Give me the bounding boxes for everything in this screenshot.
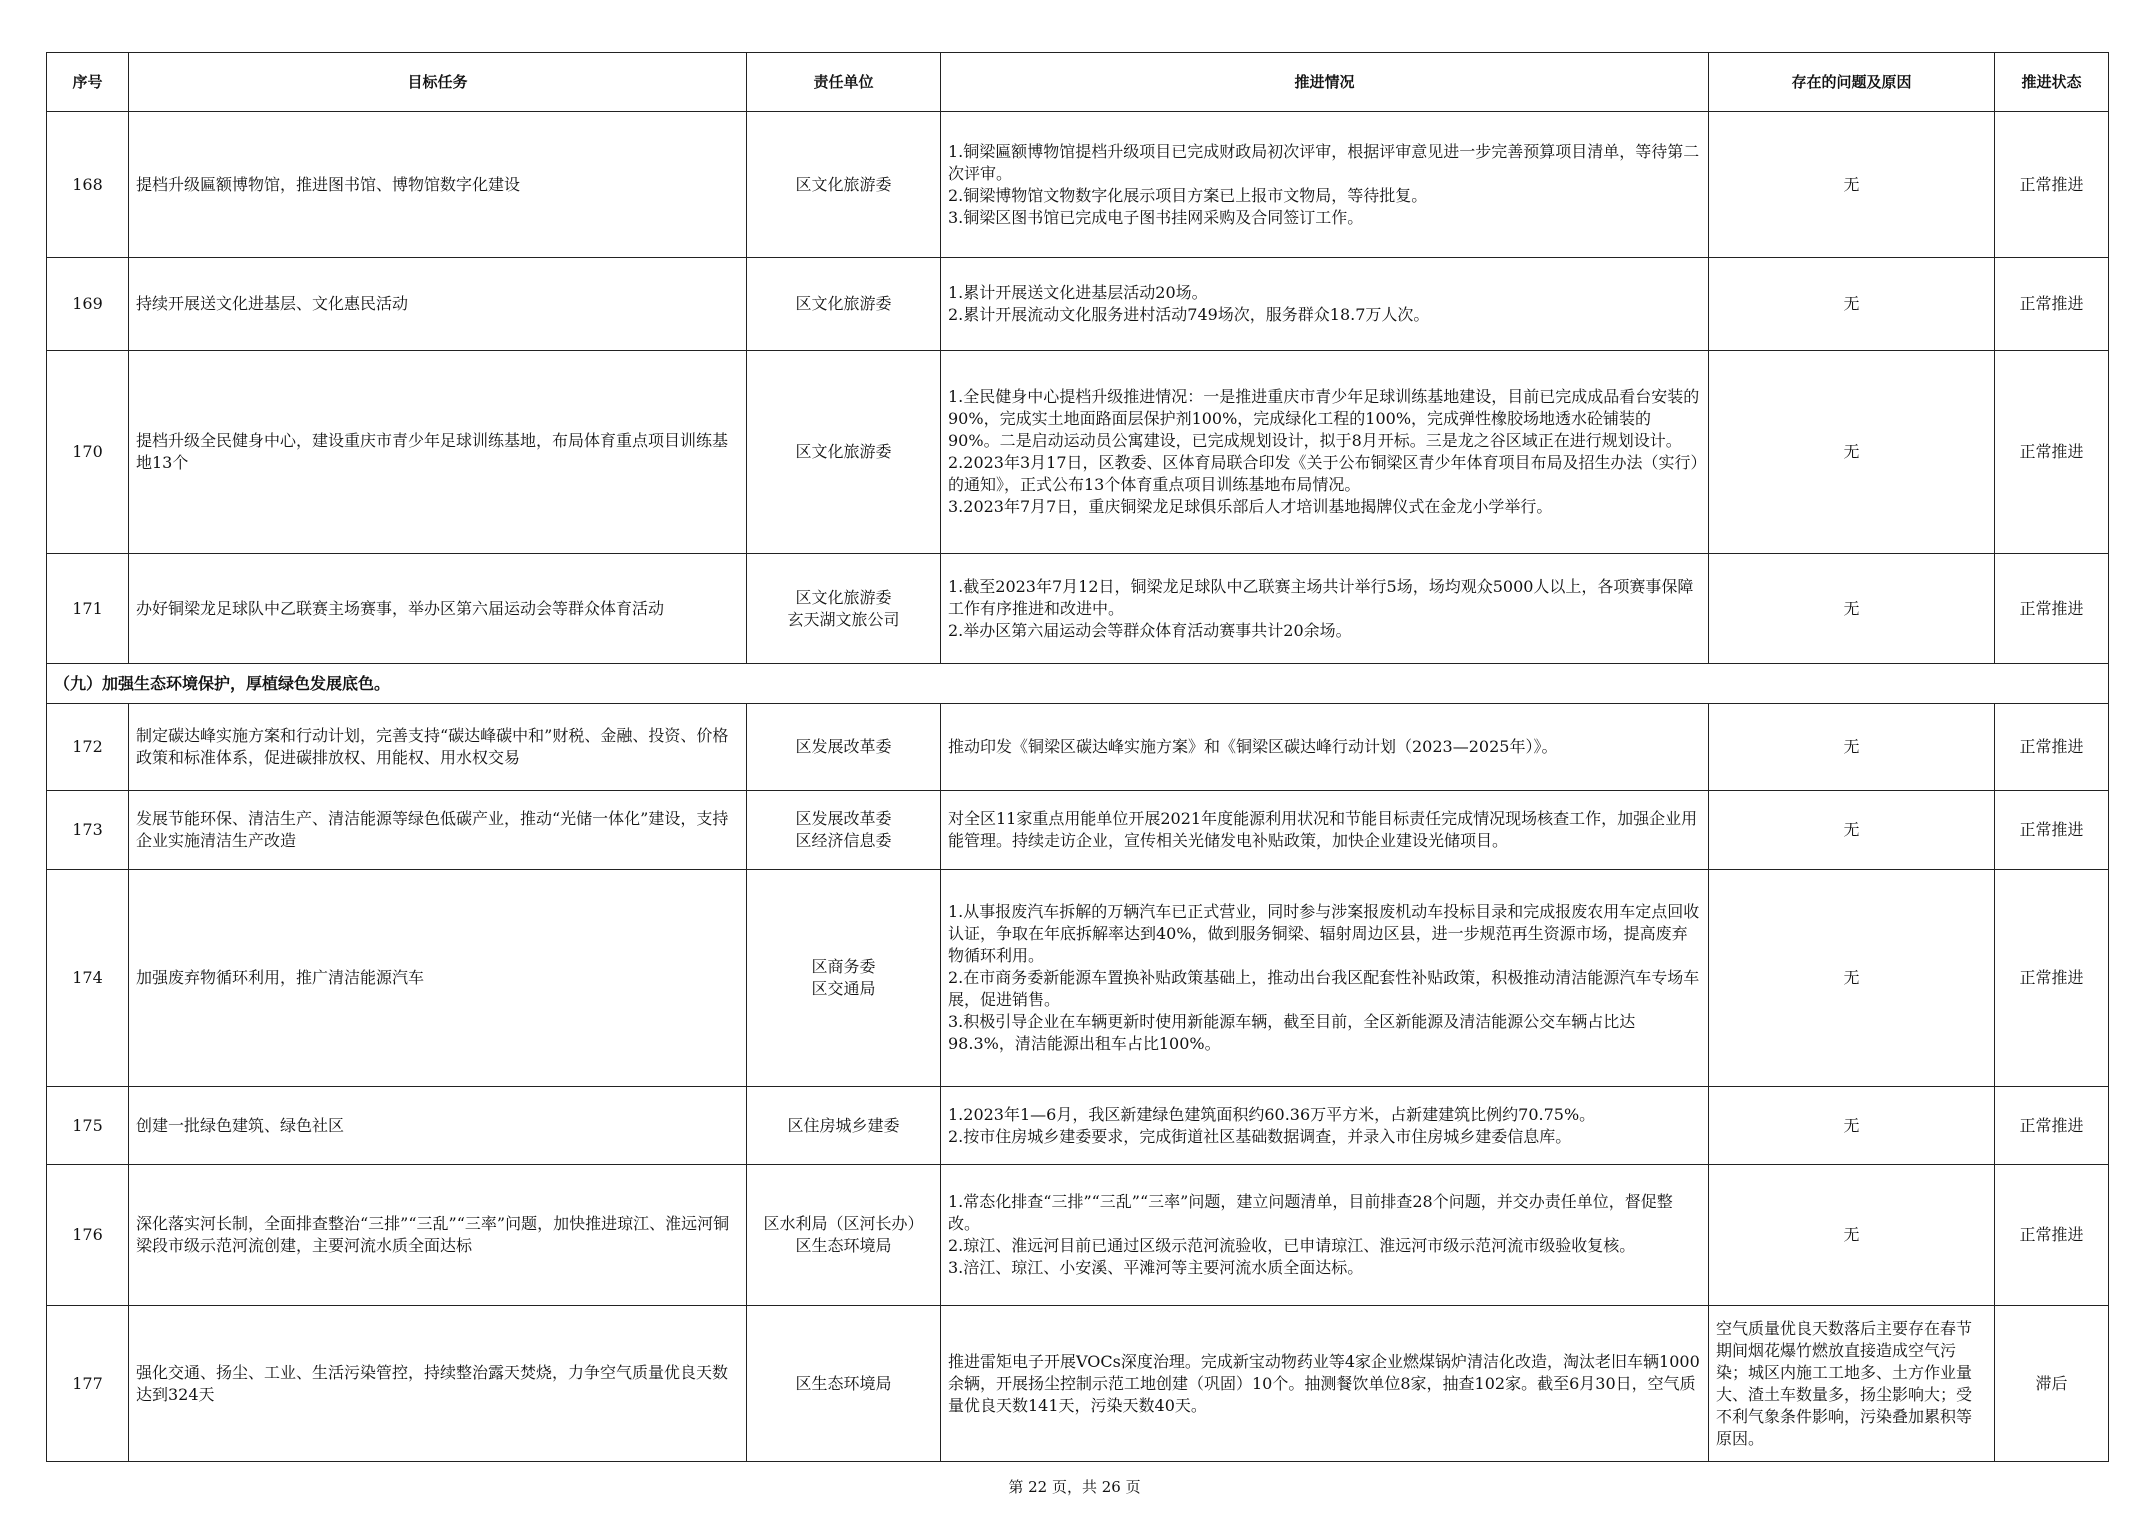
row-issue: 无: [1709, 112, 1995, 258]
row-serial: 169: [47, 258, 129, 351]
row-task: 提档升级全民健身中心，建设重庆市青少年足球训练基地，布局体育重点项目训练基地13个: [129, 351, 747, 554]
row-serial: 168: [47, 112, 129, 258]
row-progress: [941, 554, 1709, 664]
row-unit: [747, 258, 941, 351]
table-row: [47, 351, 2109, 554]
progress-line: 对全区11家重点用能单位开展2021年度能源利用状况和节能目标责任完成情况现场核查工作，加强企业用能管理。持续走访企业，宣传相关光储发电补贴政策，加快企业建设光储项目。: [948, 809, 1698, 850]
progress-line: 2.累计开展流动文化服务进村活动749场次，服务群众18.7万人次。: [948, 305, 1430, 324]
table-row: [47, 1306, 2109, 1462]
row-task: 持续开展送文化进基层、文化惠民活动: [129, 258, 747, 351]
progress-line: 1.常态化排查“三排”“三乱”“三率”问题，建立问题清单，目前排查28个问题，并交办责任单位，督促整改。: [948, 1192, 1673, 1233]
unit-line: 区发展改革委: [795, 737, 892, 756]
row-status: 正常推进: [1995, 258, 2109, 351]
row-unit: [747, 704, 941, 791]
progress-line: 3.2023年7月7日，重庆铜梁龙足球俱乐部后人才培训基地揭牌仪式在金龙小学举行。: [948, 497, 1553, 516]
row-progress: [941, 258, 1709, 351]
row-unit: [747, 351, 941, 554]
row-progress: [941, 791, 1709, 870]
row-status: 滞后: [1995, 1306, 2109, 1462]
row-unit: [747, 1087, 941, 1165]
progress-line: 1.累计开展送文化进基层活动20场。: [948, 283, 1208, 302]
row-serial: 172: [47, 704, 129, 791]
row-issue: 空气质量优良天数落后主要存在春节期间烟花爆竹燃放直接造成空气污染；城区内施工工地多、土方作业量大、渣土车数量多，扬尘影响大；受不利气象条件影响，污染叠加累积等原因。: [1709, 1306, 1995, 1462]
row-progress: [941, 112, 1709, 258]
unit-line: 区生态环境局: [795, 1236, 892, 1255]
unit-line: 区商务委: [811, 957, 876, 976]
row-status: 正常推进: [1995, 1087, 2109, 1165]
row-progress: [941, 870, 1709, 1087]
progress-line: 3.涪江、琼江、小安溪、平滩河等主要河流水质全面达标。: [948, 1258, 1364, 1277]
section-row: [47, 664, 2109, 704]
unit-line: 区经济信息委: [795, 831, 892, 850]
row-task: 提档升级匾额博物馆，推进图书馆、博物馆数字化建设: [129, 112, 747, 258]
row-task: 强化交通、扬尘、工业、生活污染管控，持续整治露天焚烧，力争空气质量优良天数达到324天: [129, 1306, 747, 1462]
row-issue: 无: [1709, 351, 1995, 554]
table-row: [47, 791, 2109, 870]
row-task: 创建一批绿色建筑、绿色社区: [129, 1087, 747, 1165]
row-unit: [747, 870, 941, 1087]
row-issue: 无: [1709, 1087, 1995, 1165]
row-status: 正常推进: [1995, 351, 2109, 554]
row-progress: [941, 351, 1709, 554]
unit-line: 区文化旅游委: [795, 587, 892, 607]
row-unit: [747, 112, 941, 258]
unit-line: 区文化旅游委: [795, 294, 892, 313]
progress-line: 1.2023年1—6月，我区新建绿色建筑面积约60.36万平方米，占新建建筑比例约70.75%。: [948, 1104, 1596, 1124]
row-serial: 177: [47, 1306, 129, 1462]
row-issue: 无: [1709, 791, 1995, 870]
header-issues: 存在的问题及原因: [1709, 53, 1995, 112]
row-issue: 无: [1709, 870, 1995, 1087]
row-serial: 176: [47, 1165, 129, 1306]
row-progress: [941, 1087, 1709, 1165]
row-task: 加强废弃物循环利用，推广清洁能源汽车: [129, 870, 747, 1087]
unit-line: 区生态环境局: [795, 1373, 892, 1393]
row-issue: 无: [1709, 554, 1995, 664]
progress-line: 2.按市住房城乡建委要求，完成街道社区基础数据调查，并录入市住房城乡建委信息库。: [948, 1126, 1572, 1146]
progress-line: 推进雷矩电子开展VOCs深度治理。完成新宝动物药业等4家企业燃煤锅炉清洁化改造，淘汰老旧车辆1000余辆，开展扬尘控制示范工地创建（巩固）10个。抽测餐饮单位8家，抽查102家。截至6月30日，空气质量优良天数141天，污染天数40天。: [948, 1351, 1700, 1415]
row-task: 发展节能环保、清洁生产、清洁能源等绿色低碳产业，推动“光储一体化”建设，支持企业实施清洁生产改造: [129, 791, 747, 870]
progress-line: 1.截至2023年7月12日，铜梁龙足球队中乙联赛主场共计举行5场，场均观众5000人以上，各项赛事保障工作有序推进和改进中。: [948, 576, 1694, 618]
row-progress: [941, 1165, 1709, 1306]
table-row: [47, 554, 2109, 664]
progress-line: 推动印发《铜梁区碳达峰实施方案》和《铜梁区碳达峰行动计划（2023—2025年）》。: [948, 737, 1558, 756]
row-issue: 无: [1709, 258, 1995, 351]
row-unit: [747, 1306, 941, 1462]
row-status: 正常推进: [1995, 112, 2109, 258]
progress-line: 3.积极引导企业在车辆更新时使用新能源车辆，截至目前，全区新能源及清洁能源公交车辆占比达98.3%，清洁能源出租车占比100%。: [948, 1012, 1636, 1053]
row-status: 正常推进: [1995, 870, 2109, 1087]
progress-line: 1.全民健身中心提档升级推进情况：一是推进重庆市青少年足球训练基地建设，目前已完成成品看台安装的90%，完成实土地面路面层保护剂100%，完成绿化工程的100%，完成弹性橡胶场地透水砼铺装的90%。二是启动运动员公寓建设，已完成规划设计，拟于8月开标。三是龙之谷区域正在进行规划设计。: [948, 387, 1700, 450]
row-progress: [941, 1306, 1709, 1462]
row-issue: 无: [1709, 704, 1995, 791]
table-row: [47, 1087, 2109, 1165]
progress-line: 2.铜梁博物馆文物数字化展示项目方案已上报市文物局，等待批复。: [948, 185, 1428, 205]
header-serial: 序号: [47, 53, 129, 112]
row-serial: 170: [47, 351, 129, 554]
table-row: [47, 870, 2109, 1087]
table-row: [47, 258, 2109, 351]
header-row: [47, 53, 2109, 112]
row-status: 正常推进: [1995, 791, 2109, 870]
progress-line: 1.从事报废汽车拆解的万辆汽车已正式营业，同时参与涉案报废机动车投标目录和完成报废农用车定点回收认证，争取在年底拆解率达到40%，做到服务铜梁、辐射周边区县，进一步规范再生资源市场，提高废弃物循环利用。: [948, 902, 1700, 965]
unit-line: 区水利局（区河长办）: [763, 1214, 924, 1233]
progress-line: 3.铜梁区图书馆已完成电子图书挂网采购及合同签订工作。: [948, 207, 1364, 227]
row-unit: [747, 791, 941, 870]
table-row: [47, 704, 2109, 791]
row-status: 正常推进: [1995, 704, 2109, 791]
header-task: 目标任务: [129, 53, 747, 112]
row-serial: 173: [47, 791, 129, 870]
unit-line: 玄天湖文旅公司: [787, 609, 900, 629]
header-progress: 推进情况: [941, 53, 1709, 112]
row-progress: [941, 704, 1709, 791]
row-task: 办好铜梁龙足球队中乙联赛主场赛事，举办区第六届运动会等群众体育活动: [129, 554, 747, 664]
row-issue: 无: [1709, 1165, 1995, 1306]
row-unit: [747, 554, 941, 664]
unit-line: 区发展改革委: [795, 809, 892, 828]
progress-line: 2.琼江、淮远河目前已通过区级示范河流验收，已申请琼江、淮远河市级示范河流市级验收复核。: [948, 1236, 1636, 1255]
progress-table: [46, 52, 2109, 1462]
progress-line: 2.2023年3月17日，区教委、区体育局联合印发《关于公布铜梁区青少年体育项目布局及招生办法（实行）的通知》，正式公布13个体育重点项目训练基地布局情况。: [948, 453, 1699, 494]
unit-line: 区交通局: [811, 979, 876, 998]
row-task: 制定碳达峰实施方案和行动计划，完善支持“碳达峰碳中和”财税、金融、投资、价格政策和标准体系，促进碳排放权、用能权、用水权交易: [129, 704, 747, 791]
header-status: 推进状态: [1995, 53, 2109, 112]
progress-line: 1.铜梁匾额博物馆提档升级项目已完成财政局初次评审，根据评审意见进一步完善预算项目清单，等待第二次评审。: [948, 141, 1700, 183]
page-footer: 第 22 页，共 26 页: [1008, 1478, 1141, 1496]
unit-line: 区文化旅游委: [795, 174, 892, 194]
table-row: [47, 1165, 2109, 1306]
progress-line: 2.举办区第六届运动会等群众体育活动赛事共计20余场。: [948, 620, 1352, 640]
progress-line: 2.在市商务委新能源车置换补贴政策基础上，推动出台我区配套性补贴政策，积极推动清洁能源汽车专场车展，促进销售。: [948, 968, 1700, 1009]
row-unit: [747, 1165, 941, 1306]
header-unit: 责任单位: [747, 53, 941, 112]
row-serial: 174: [47, 870, 129, 1087]
unit-line: 区文化旅游委: [795, 442, 892, 461]
row-status: 正常推进: [1995, 554, 2109, 664]
row-serial: 171: [47, 554, 129, 664]
table-row: [47, 112, 2109, 258]
row-serial: 175: [47, 1087, 129, 1165]
row-status: 正常推进: [1995, 1165, 2109, 1306]
section-title: （九）加强生态环境保护，厚植绿色发展底色。: [47, 664, 2109, 704]
unit-line: 区住房城乡建委: [787, 1115, 900, 1135]
row-task: 深化落实河长制，全面排查整治“三排”“三乱”“三率”问题，加快推进琼江、淮远河铜梁段市级示范河流创建，主要河流水质全面达标: [129, 1165, 747, 1306]
